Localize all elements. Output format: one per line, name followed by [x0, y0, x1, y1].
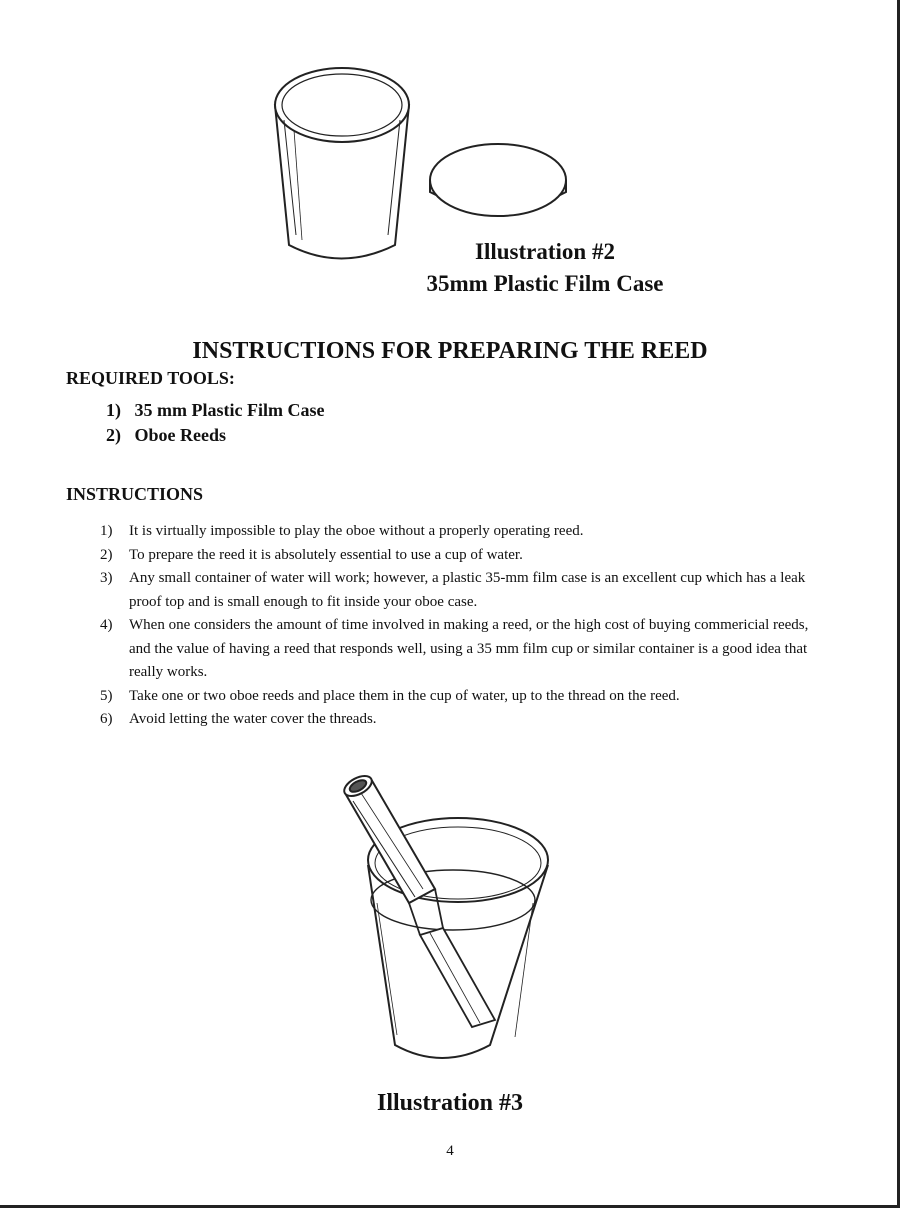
- instruction-text: Any small container of water will work; however, a plastic 35-mm film case is an excellent cup which has a leak proof top and is small enough to fit inside your oboe case.: [129, 570, 806, 610]
- instruction-item: [100, 544, 820, 568]
- film-case-top: [275, 68, 409, 142]
- instruction-number: 6): [100, 711, 113, 727]
- film-case-lid: [430, 144, 566, 216]
- tool-number: 1): [106, 400, 121, 420]
- instruction-number: 1): [100, 523, 113, 539]
- illustration-3-caption: Illustration #3: [376, 1090, 523, 1116]
- page-title: INSTRUCTIONS FOR PREPARING THE REED: [192, 338, 708, 364]
- instruction-text: To prepare the reed it is absolutely essential to use a cup of water.: [129, 546, 523, 563]
- required-tools-list: [106, 400, 324, 450]
- instructions-heading: INSTRUCTIONS: [66, 484, 204, 504]
- tool-text: Oboe Reeds: [134, 425, 226, 445]
- instruction-number: 5): [100, 687, 113, 704]
- instruction-text: Avoid letting the water cover the threads.: [129, 711, 377, 727]
- instruction-text: It is virtually impossible to play the oboe without a properly operating reed.: [129, 523, 584, 539]
- instruction-text: Take one or two oboe reeds and place them in the cup of water, up to the thread on the reed.: [129, 687, 680, 704]
- instruction-item: [100, 567, 820, 614]
- illustration-2-caption: [380, 236, 710, 300]
- instruction-item: [100, 685, 820, 709]
- tool-item: [106, 425, 324, 450]
- tool-number: 2): [106, 425, 121, 445]
- instruction-item: [100, 708, 820, 732]
- illustration-2-subtitle: 35mm Plastic Film Case: [426, 271, 664, 296]
- instructions-list: [100, 520, 820, 732]
- instruction-item: [100, 614, 820, 685]
- instruction-item: [100, 520, 820, 544]
- instruction-number: 2): [100, 546, 113, 563]
- instruction-number: 3): [100, 570, 113, 586]
- page-number: 4: [446, 1143, 454, 1159]
- required-tools-heading: REQUIRED TOOLS:: [66, 368, 235, 388]
- reed-in-cup-illustration: [325, 765, 560, 1075]
- instruction-number: 4): [100, 617, 113, 633]
- illustration-2-title: Illustration #2: [475, 239, 615, 264]
- tool-item: [106, 400, 324, 425]
- tool-text: 35 mm Plastic Film Case: [134, 400, 325, 420]
- instruction-text: When one considers the amount of time involved in making a reed, or the high cost of buying commericial reeds, and the value of having a reed that responds well, using a 35 mm film cup or similar container is a good idea that really works.: [129, 617, 809, 680]
